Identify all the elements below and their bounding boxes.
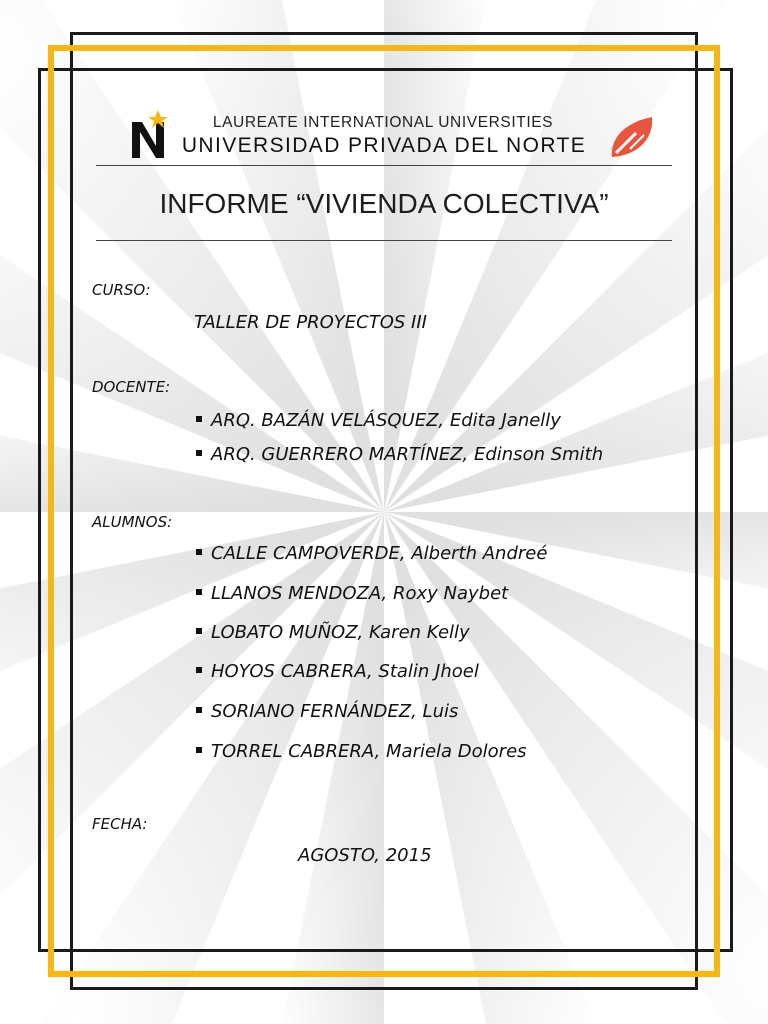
upn-logo-icon [128,108,170,162]
bullet-icon [196,628,202,634]
bullet-icon [196,589,202,595]
alumno-item: SORIANO FERNÁNDEZ, Luis [196,701,458,722]
bullet-icon [196,707,202,713]
bullet-icon [196,450,202,456]
university-network: LAUREATE INTERNATIONAL UNIVERSITIES [212,114,554,131]
university-name: UNIVERSIDAD PRIVADA DEL NORTE [181,134,587,157]
alumno-item: TORREL CABRERA, Mariela Dolores [196,741,527,762]
curso-value: TALLER DE PROYECTOS III [194,312,427,333]
bullet-icon [196,747,202,753]
alumno-item: LOBATO MUÑOZ, Karen Kelly [196,622,470,643]
alumno-item: LLANOS MENDOZA, Roxy Naybet [196,583,508,604]
fecha-label: FECHA: [92,815,148,833]
alumno-item: CALLE CAMPOVERDE, Alberth Andreé [196,543,547,564]
alumnos-label: ALUMNOS: [92,513,173,531]
yellow-frame [48,45,720,977]
docente-item: ARQ. GUERRERO MARTÍNEZ, Edinson Smith [196,444,603,465]
curso-label: CURSO: [92,281,151,299]
bullet-icon [196,416,202,422]
header-rule [96,165,672,166]
docente-label: DOCENTE: [92,378,171,396]
alumno-item: HOYOS CABRERA, Stalin Jhoel [196,661,479,682]
fecha-value: AGOSTO, 2015 [298,845,432,866]
document-title: INFORME “VIVIENDA COLECTIVA” [159,188,609,219]
laureate-leaf-icon [608,113,658,161]
bullet-icon [196,549,202,555]
docente-item: ARQ. BAZÁN VELÁSQUEZ, Edita Janelly [196,410,561,431]
title-rule [96,240,672,241]
bullet-icon [196,667,202,673]
